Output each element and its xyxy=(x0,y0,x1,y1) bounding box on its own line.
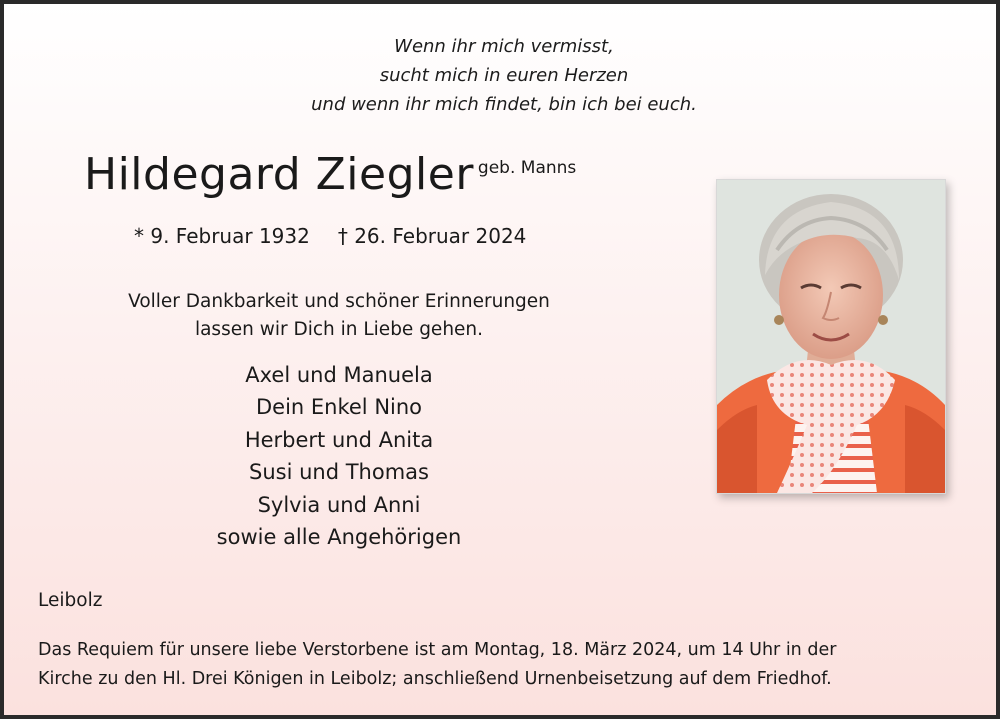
death-date: † 26. Februar 2024 xyxy=(337,224,527,248)
thanks-line-1: Voller Dankbarkeit und schöner Erinnerungen xyxy=(128,291,550,312)
mourner-item: Herbert und Anita xyxy=(244,427,434,452)
service-notice xyxy=(38,636,978,694)
deceased-name: Hildegard Ziegler xyxy=(84,149,474,200)
mourners-list xyxy=(84,359,594,553)
mourner-item: sowie alle Angehörigen xyxy=(216,525,462,550)
poem xyxy=(4,32,1000,119)
life-dates xyxy=(134,224,526,248)
maiden-name: geb. Manns xyxy=(477,158,577,178)
poem-line-3: und wenn ihr mich findet, bin ich bei euch. xyxy=(311,94,697,115)
poem-line-1: Wenn ihr mich vermisst, xyxy=(394,36,614,57)
notice-line-1: Das Requiem für unsere liebe Verstorbene ist am Montag, 18. März 2024, um 14 Uhr in der xyxy=(38,640,837,660)
deceased-name-row xyxy=(84,149,576,200)
portrait-photo xyxy=(716,179,946,494)
notice-line-2: Kirche zu den Hl. Drei Königen in Leibolz; anschließend Urnenbeisetzung auf dem Friedhof. xyxy=(38,669,832,689)
poem-line-2: sucht mich in euren Herzen xyxy=(379,65,629,86)
mourner-item: Axel und Manuela xyxy=(245,363,433,387)
thanks-text xyxy=(94,288,584,344)
birth-date: * 9. Februar 1932 xyxy=(134,224,310,248)
thanks-line-2: lassen wir Dich in Liebe gehen. xyxy=(194,319,484,340)
mourner-item: Dein Enkel Nino xyxy=(255,395,423,420)
mourner-item: Susi und Thomas xyxy=(249,460,429,485)
mourner-item: Sylvia und Anni xyxy=(257,492,421,517)
portrait-illustration xyxy=(717,180,945,493)
place-name: Leibolz xyxy=(38,590,103,611)
